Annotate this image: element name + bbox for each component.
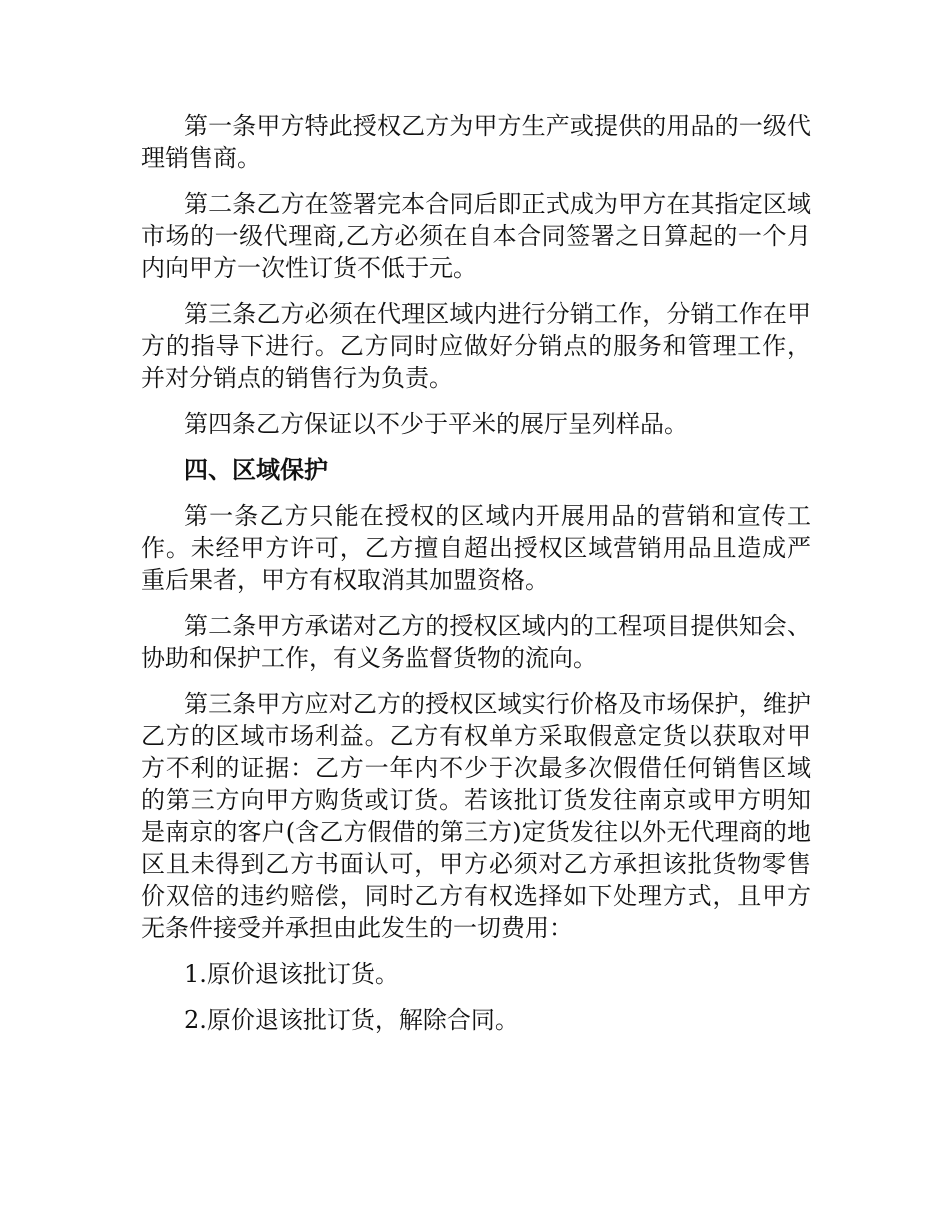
- clause-paragraph: 第四条乙方保证以不少于平米的展厅呈列样品。: [184, 410, 688, 438]
- option-item: 2.原价退该批订货，解除合同。: [184, 1006, 519, 1034]
- option-item: 1.原价退该批订货。: [184, 960, 399, 988]
- clause-paragraph: 第二条乙方在签署完本合同后即正式成为甲方在其指定区域市场的一级代理商,乙方必须在自本合同签署之日算起的一个月内向甲方一次性订货不低于元。: [141, 190, 811, 282]
- clause-paragraph: 第三条甲方应对乙方的授权区域实行价格及市场保护，维护乙方的区域市场利益。乙方有权单方采取假意定货以获取对甲方不利的证据：乙方一年内不少于次最多次假借任何销售区域的第三方向甲方购货或订货。若该批订货发往南京或甲方明知是南京的客户(含乙方假借的第三方)定货发往以外无代理商的地区且未得到乙方书面认可，甲方必须对乙方承担该批货物零售价双倍的违约赔偿，同时乙方有权选择如下处理方式，且甲方无条件接受并承担由此发生的一切费用：: [141, 690, 811, 942]
- clause-paragraph: 第一条甲方特此授权乙方为甲方生产或提供的用品的一级代理销售商。: [141, 112, 811, 172]
- clause-paragraph: 第三条乙方必须在代理区域内进行分销工作，分销工作在甲方的指导下进行。乙方同时应做好分销点的服务和管理工作，并对分销点的销售行为负责。: [141, 300, 811, 392]
- clause-paragraph: 第一条乙方只能在授权的区域内开展用品的营销和宣传工作。未经甲方许可，乙方擅自超出授权区域营销用品且造成严重后果者，甲方有权取消其加盟资格。: [141, 502, 811, 594]
- clause-paragraph: 第二条甲方承诺对乙方的授权区域内的工程项目提供知会、协助和保护工作，有义务监督货物的流向。: [141, 612, 811, 672]
- document-body: [141, 110, 811, 1050]
- section-heading: 四、区域保护: [184, 455, 328, 484]
